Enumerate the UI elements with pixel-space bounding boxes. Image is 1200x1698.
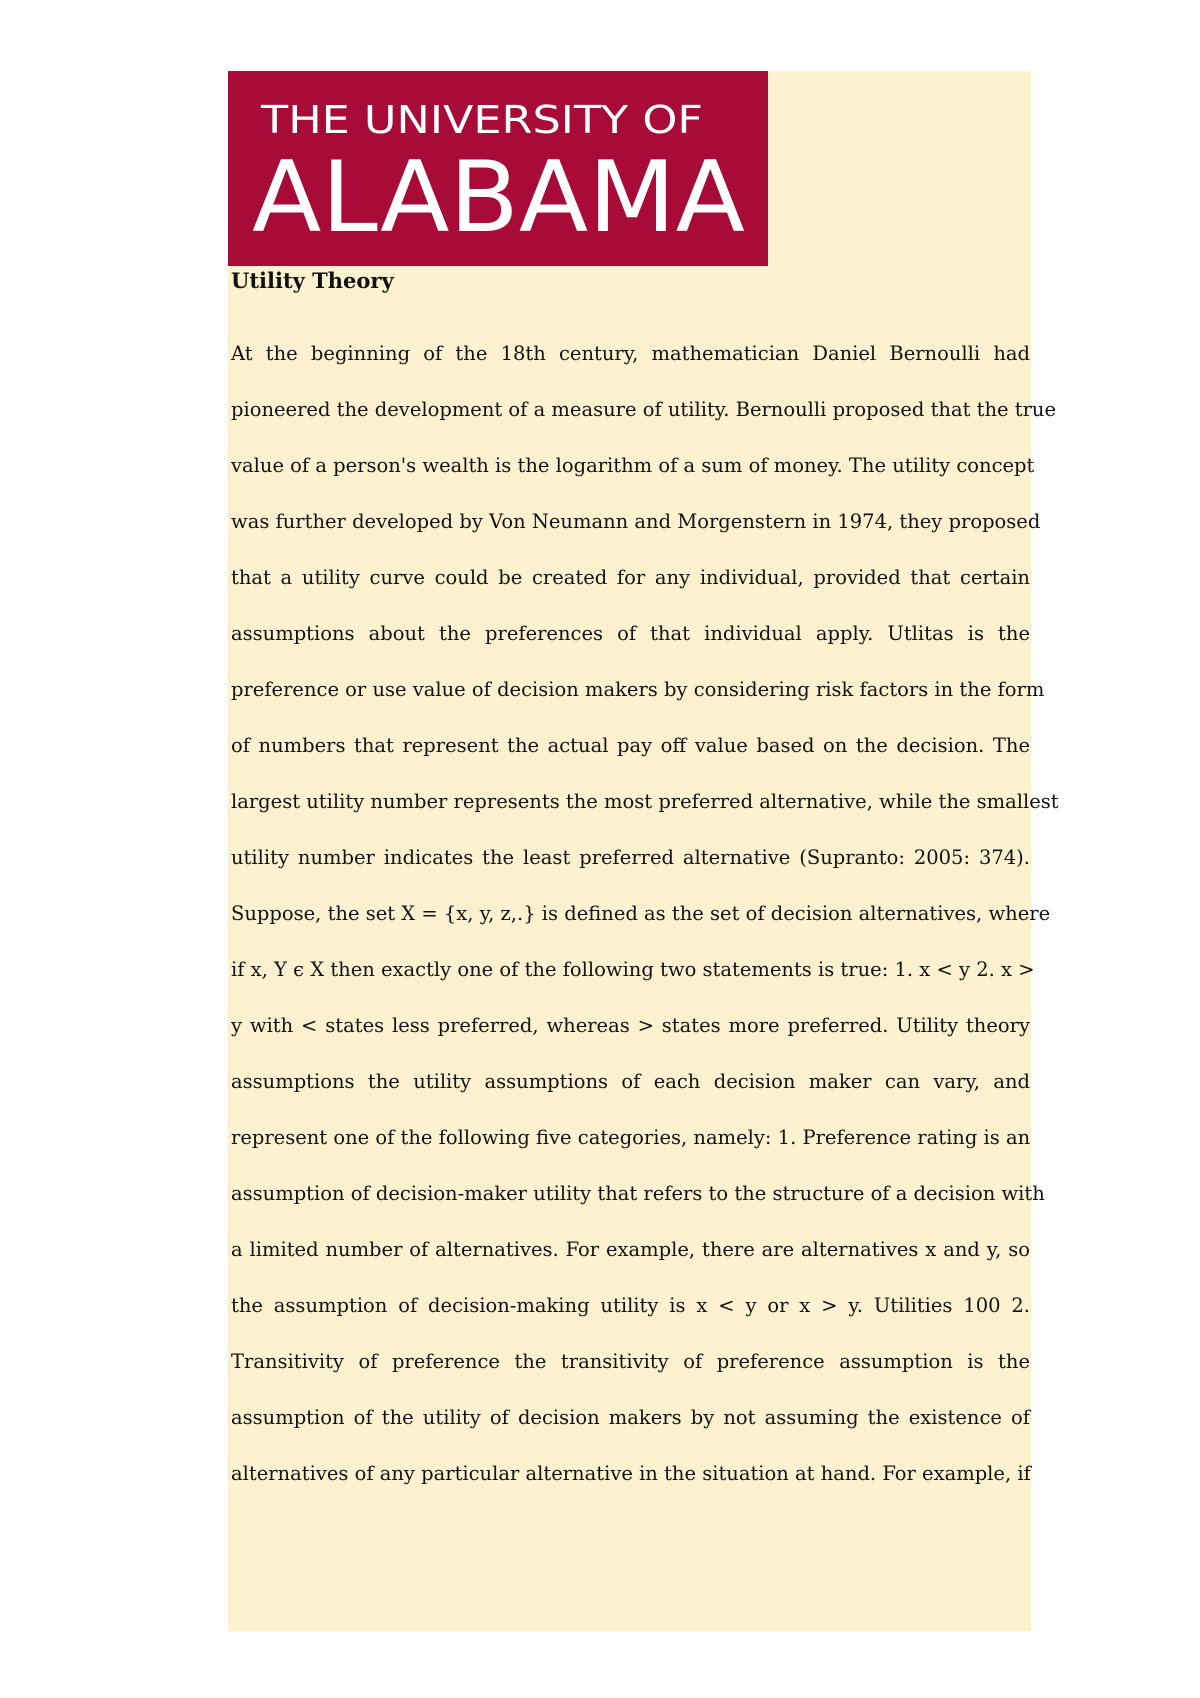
text-line: that a utility curve could be created for any individual, provided that certain bbox=[231, 566, 1030, 589]
document-title: Utility Theory bbox=[231, 268, 394, 293]
text-line: y with < states less preferred, whereas > states more preferred. Utility theory bbox=[231, 1014, 1030, 1037]
text-line: assumptions the utility assumptions of each decision maker can vary, and bbox=[231, 1070, 1030, 1093]
university-logo-graphic bbox=[228, 71, 768, 266]
text-line: assumption of the utility of decision makers by not assuming the existence of bbox=[231, 1406, 1030, 1429]
text-line: utility number indicates the least preferred alternative (Supranto: 2005: 374). bbox=[231, 846, 1030, 869]
text-line: Suppose, the set X = {x, y, z,.} is defined as the set of decision alternatives, where bbox=[231, 902, 1051, 925]
logo-line-1: THE UNIVERSITY OF bbox=[259, 98, 703, 142]
text-line: assumptions about the preferences of that individual apply. Utlitas is the bbox=[231, 622, 1030, 645]
text-line: value of a person's wealth is the logarithm of a sum of money. The utility concept bbox=[231, 454, 1035, 477]
university-logo bbox=[228, 71, 768, 266]
text-line: of numbers that represent the actual pay off value based on the decision. The bbox=[231, 734, 1030, 757]
text-line: largest utility number represents the most preferred alternative, while the smallest bbox=[231, 790, 1059, 813]
text-line: a limited number of alternatives. For example, there are alternatives x and y, so bbox=[231, 1238, 1030, 1261]
text-line: represent one of the following five categories, namely: 1. Preference rating is an bbox=[231, 1126, 1031, 1149]
text-line: preference or use value of decision makers by considering risk factors in the form bbox=[231, 678, 1045, 701]
text-line: pioneered the development of a measure of utility. Bernoulli proposed that the true bbox=[231, 398, 1057, 421]
text-line: At the beginning of the 18th century, mathematician Daniel Bernoulli had bbox=[231, 342, 1030, 365]
text-line: Transitivity of preference the transitivity of preference assumption is the bbox=[231, 1350, 1030, 1373]
text-line: if x, Y ϵ X then exactly one of the following two statements is true: 1. x < y 2. x > bbox=[231, 958, 1035, 981]
body-paragraph bbox=[231, 335, 1059, 1511]
text-line: the assumption of decision-making utility is x < y or x > y. Utilities 100 2. bbox=[231, 1294, 1030, 1317]
text-line: was further developed by Von Neumann and Morgenstern in 1974, they proposed bbox=[231, 510, 1041, 533]
logo-line-2: ALABAMA bbox=[252, 141, 745, 255]
text-line: alternatives of any particular alternative in the situation at hand. For example, if bbox=[231, 1462, 1031, 1485]
text-line: assumption of decision-maker utility that refers to the structure of a decision with bbox=[231, 1182, 1045, 1205]
